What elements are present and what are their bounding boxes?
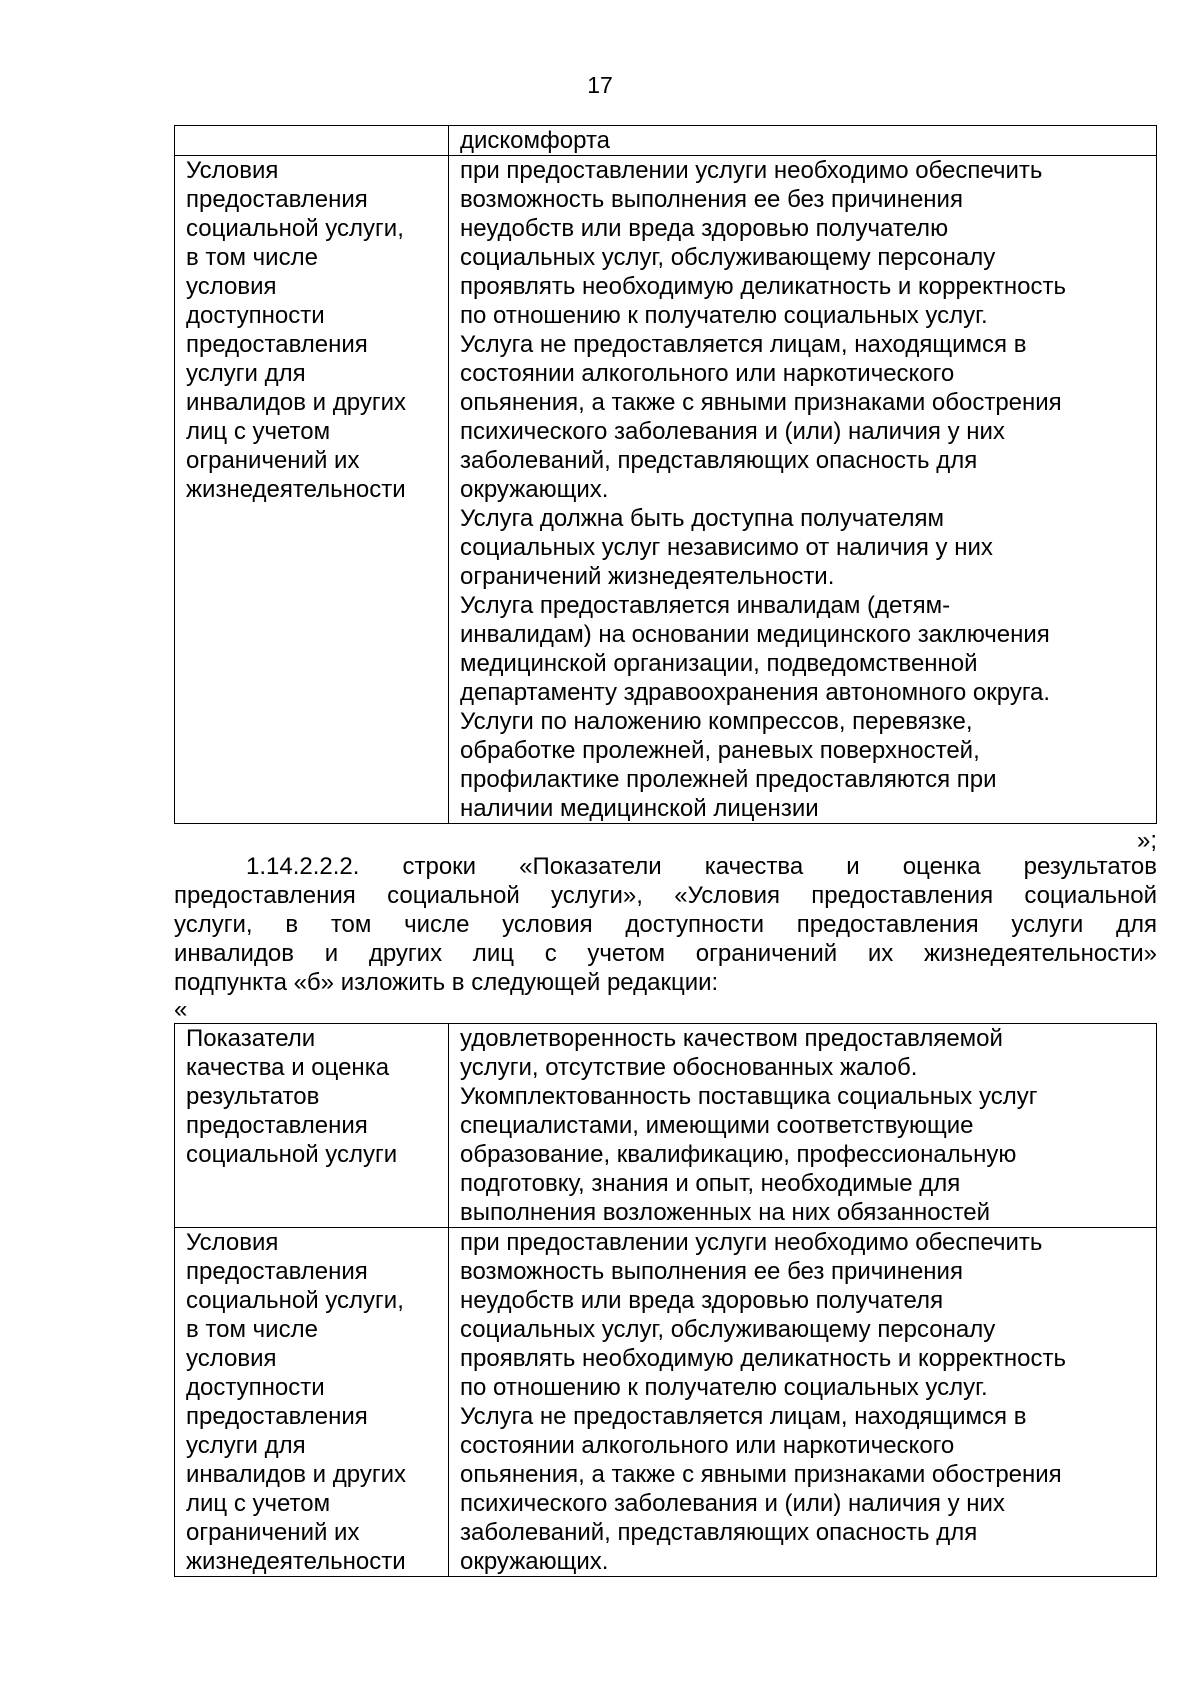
content-line: социальных услуг, обслуживающему персоналу [460, 1316, 996, 1343]
content-line: Услуга не предоставляется лицам, находящимся в [460, 1403, 1027, 1430]
row-content-cell [449, 1228, 1157, 1577]
content-line: при предоставлении услуги необходимо обеспечить [460, 1229, 1043, 1256]
label-line: услуги для [186, 1432, 306, 1459]
content-line: департаменту здравоохранения автономного округа. [460, 679, 1051, 706]
content-line: опьянения, а также с явными признаками обострения [460, 389, 1062, 416]
row-label-cell [175, 1228, 449, 1577]
label-line: результатов [186, 1083, 320, 1110]
content-line: психического заболевания и (или) наличия у них [460, 1490, 1005, 1517]
row-content-cell [449, 1024, 1157, 1228]
label-line: инвалидов и других [186, 389, 406, 416]
label-line: предоставления [186, 1112, 368, 1139]
content-line: психического заболевания и (или) наличия у них [460, 418, 1005, 445]
content-line: подготовку, знания и опыт, необходимые для [460, 1170, 961, 1197]
content-line: услуги, отсутствие обоснованных жалоб. [460, 1054, 918, 1081]
content-line: профилактике пролежней предоставляются при [460, 766, 997, 793]
content-line: Услуга не предоставляется лицам, находящимся в [460, 331, 1027, 358]
label-line: доступности [186, 1374, 325, 1401]
table-row [175, 156, 1157, 824]
service-table-new-edition [174, 1023, 1157, 1577]
content-line: Услуги по наложению компрессов, перевязке, [460, 708, 973, 735]
amendment-paragraph [174, 852, 1157, 997]
label-line: Показатели [186, 1025, 316, 1052]
content-line: состоянии алкогольного или наркотического [460, 1432, 955, 1459]
content-line: состоянии алкогольного или наркотического [460, 360, 955, 387]
table-row [175, 1228, 1157, 1577]
row-label-cell [175, 126, 449, 156]
content-line: медицинской организации, подведомственной [460, 650, 978, 677]
label-line: услуги для [186, 360, 306, 387]
content-line: социальных услуг, обслуживающему персоналу [460, 244, 996, 271]
row-content-cell [449, 156, 1157, 824]
label-line: жизнедеятельности [186, 476, 406, 503]
label-line: предоставления [186, 1403, 368, 1430]
label-line: предоставления [186, 186, 368, 213]
label-line: ограничений их [186, 447, 360, 474]
paragraph-line: 1.14.2.2.2. строки «Показатели качества и оценка результатов [246, 853, 1157, 880]
table-row [175, 126, 1157, 156]
content-line: возможность выполнения ее без причинения [460, 1258, 963, 1285]
row-label-cell [175, 1024, 449, 1228]
opening-quote: « [174, 996, 188, 1023]
label-line: ограничений их [186, 1519, 360, 1546]
paragraph-line: инвалидов и других лиц с учетом ограничений их жизнедеятельности» [174, 940, 1157, 967]
content-line: образование, квалификацию, профессиональную [460, 1141, 1017, 1168]
content-line: Укомплектованность поставщика социальных услуг [460, 1083, 1038, 1110]
content-line: Услуга должна быть доступна получателям [460, 505, 944, 532]
paragraph-line: подпункта «б» изложить в следующей редакции: [174, 969, 719, 996]
content-line: проявлять необходимую деликатность и корректность [460, 273, 1067, 300]
label-line: лиц с учетом [186, 1490, 331, 1517]
paragraph-line: предоставления социальной услуги», «Условия предоставления социальной [174, 882, 1157, 909]
content-line: обработке пролежней, раневых поверхностей, [460, 737, 980, 764]
row-content-cell [449, 126, 1157, 156]
content-line: возможность выполнения ее без причинения [460, 186, 963, 213]
label-line: социальной услуги, [186, 1287, 404, 1314]
label-line: социальной услуги [186, 1141, 398, 1168]
label-line: Условия [186, 157, 279, 184]
label-line: условия [186, 1345, 277, 1372]
content-line: наличии медицинской лицензии [460, 795, 819, 822]
row-label-cell [175, 156, 449, 824]
content-line: дискомфорта [460, 127, 611, 154]
content-line: социальных услуг независимо от наличия у них [460, 534, 993, 561]
label-line: в том числе [186, 1316, 318, 1343]
content-line: Услуга предоставляется инвалидам (детям- [460, 592, 951, 619]
content-line: заболеваний, представляющих опасность для [460, 447, 978, 474]
content-line: опьянения, а также с явными признаками обострения [460, 1461, 1062, 1488]
label-line: лиц с учетом [186, 418, 331, 445]
label-line: инвалидов и других [186, 1461, 406, 1488]
content-line: неудобств или вреда здоровью получателю [460, 215, 949, 242]
table-row [175, 1024, 1157, 1228]
label-line: предоставления [186, 331, 368, 358]
label-line: в том числе [186, 244, 318, 271]
service-table-continued [174, 125, 1157, 824]
content-line: по отношению к получателю социальных услуг. [460, 302, 988, 329]
content-line: заболеваний, представляющих опасность для [460, 1519, 978, 1546]
closing-quote: »; [1136, 827, 1157, 854]
label-line: условия [186, 273, 277, 300]
content-line: ограничений жизнедеятельности. [460, 563, 835, 590]
content-line: инвалидам) на основании медицинского заключения [460, 621, 1050, 648]
content-line: выполнения возложенных на них обязанностей [460, 1199, 991, 1226]
content-line: при предоставлении услуги необходимо обеспечить [460, 157, 1043, 184]
paragraph-line: услуги, в том числе условия доступности предоставления услуги для [174, 911, 1157, 938]
content-line: удовлетворенность качеством предоставляемой [460, 1025, 1003, 1052]
label-line: социальной услуги, [186, 215, 404, 242]
label-line: предоставления [186, 1258, 368, 1285]
label-line: жизнедеятельности [186, 1548, 406, 1575]
content-line: специалистами, имеющими соответствующие [460, 1112, 974, 1139]
label-line: Условия [186, 1229, 279, 1256]
content-line: проявлять необходимую деликатность и корректность [460, 1345, 1067, 1372]
label-line: доступности [186, 302, 325, 329]
content-line: по отношению к получателю социальных услуг. [460, 1374, 988, 1401]
label-line: качества и оценка [186, 1054, 390, 1081]
page-number: 17 [587, 72, 613, 98]
content-line: окружающих. [460, 476, 609, 503]
content-line: окружающих. [460, 1548, 609, 1575]
content-line: неудобств или вреда здоровью получателя [460, 1287, 944, 1314]
